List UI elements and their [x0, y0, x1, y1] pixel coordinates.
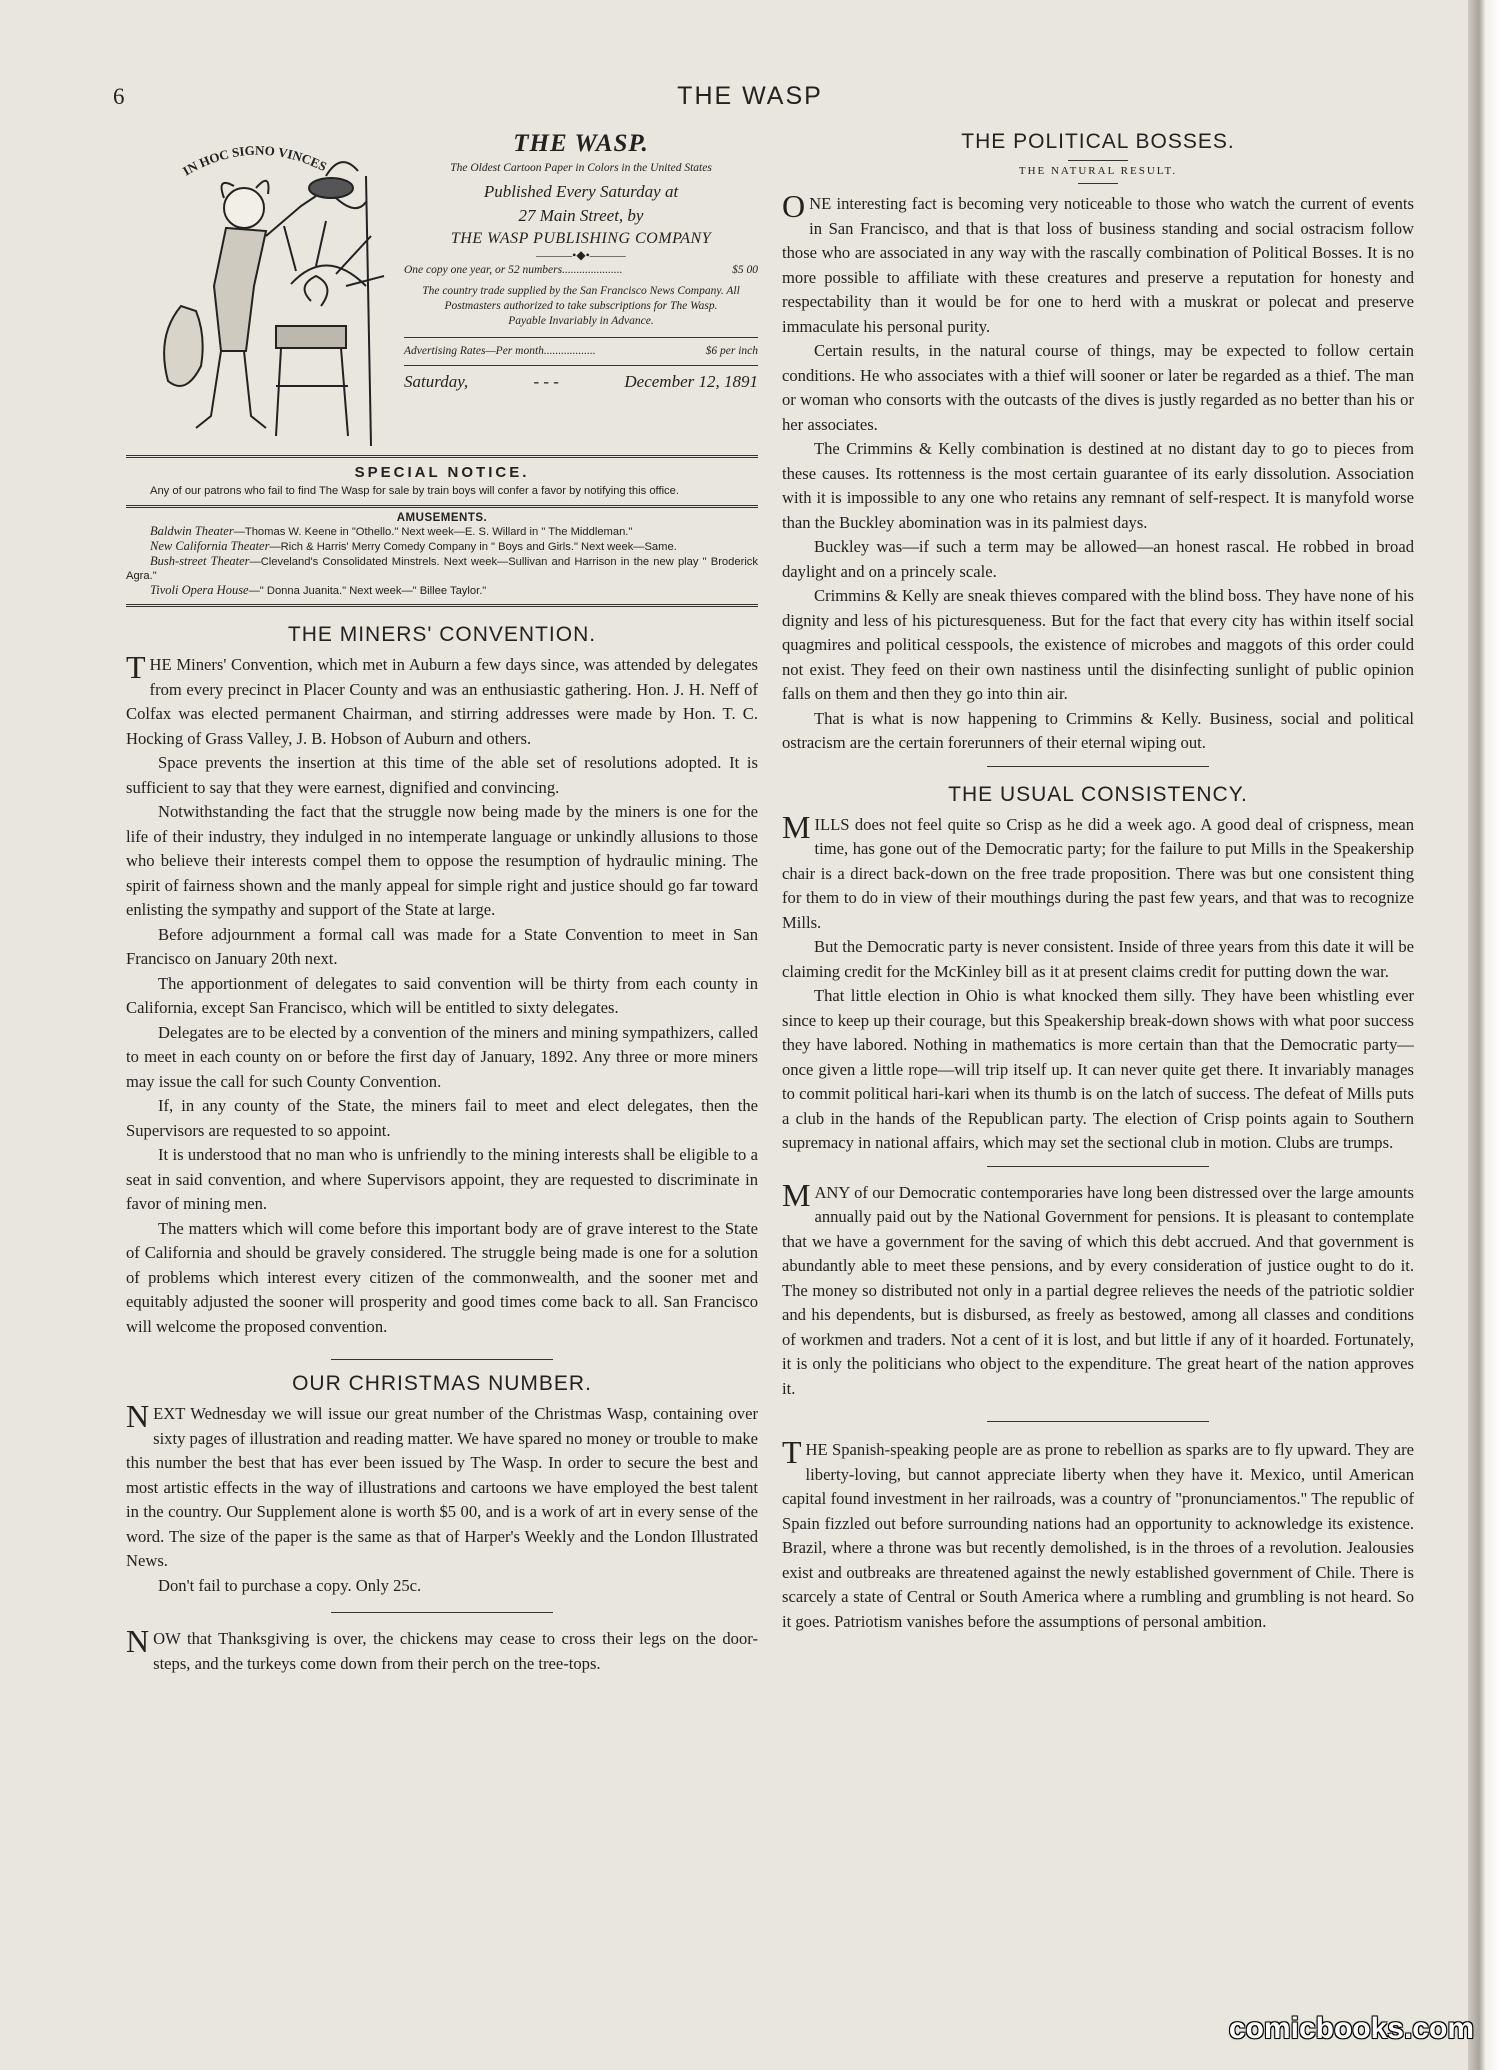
amusement-item [126, 524, 758, 539]
lead-text: NE interesting fact is becoming very noticeable to those who watch the current of events in San Francisco, and that is that loss of business standing and social ostracism follow those who are associated in any way with the rascally combination of Political Bosses. It is no more possible to affiliate with these creatures and preserve a reputation for honesty and respectability than it would be for one to herd with a muskrat or polecat and preserve immaculate his personal purity. [782, 194, 1414, 336]
paragraph: Don't fail to purchase a copy. Only 25c. [158, 1575, 422, 1595]
paragraph: Certain results, in the natural course of things, may be expected to follow certain conditions. He who associates with a thief will sooner or later be regarded as a thief. The man or woman who consorts with the outcasts of the dives is justly regarded as no better than his or her associates. [782, 341, 1414, 434]
article-lead [782, 808, 1414, 936]
title-rule [1078, 183, 1118, 184]
article-lead [126, 1623, 758, 1676]
paragraph: That little election in Ohio is what knocked them silly. They have been whistling ever since to keep up their courage, but this Speakership break-down shows with what poor success they have labored. Nothing in mathematics is more certain than that the Democratic party—once given a little rope—will trip itself up. It can never quite get there. It invariably manages to commit political hari-kari when its thumb is on the latch of success. The defeat of Mills puts a club in the hands of the Republican party. The election of Crisp points again to Southern supremacy in national affairs, which may set the sectional club in motion. Clubs are trumps. [782, 986, 1414, 1152]
drop-cap: O [782, 188, 806, 224]
paragraph: Space prevents the insertion at this time of the able set of resolutions adopted. It is sufficient to say that they were earnest, dignified and convincing. [126, 753, 758, 797]
article-lead [782, 1176, 1414, 1402]
paragraph: But the Democratic party is never consistent. Inside of three years from this date it will be claiming credit for the McKinley bill as it at present claims credit for putting down the war. [782, 937, 1414, 981]
article-pensions [782, 1176, 1414, 1402]
paragraph-list [782, 935, 1414, 1156]
ad-rates-line [404, 344, 758, 359]
price-label: One copy one year, or 52 numbers..................... [404, 264, 623, 276]
date-dashes: - - - [533, 372, 559, 391]
page-number: 6 [113, 84, 125, 109]
drop-cap: T [782, 1434, 802, 1470]
paragraph: It is understood that no man who is unfriendly to the mining interests shall be eligible to a seat in said convention, and where Supervisors appoint, they are requested to discriminate in favor of mining men. [126, 1145, 758, 1213]
paragraph-list [126, 751, 758, 1339]
ad-rates-value: $6 per inch [705, 345, 758, 357]
info-text [404, 130, 758, 392]
drop-cap: N [126, 1398, 150, 1434]
amusements-title: AMUSEMENTS. [396, 512, 488, 524]
date-label: Saturday, [404, 372, 469, 391]
svg-text:IN HOC SIGNO VINCES [180, 143, 329, 179]
page-binding-edge [1468, 0, 1500, 2070]
left-column [126, 130, 758, 1676]
article-spanish [782, 1434, 1414, 1634]
paragraph: Delegates are to be elected by a convention of the miners and mining sympathizers, called to meet in each county on or before the first day of January, 1892. Any three or more miners may issue the call for such County Convention. [126, 1022, 758, 1091]
lead-text: EXT Wednesday we will issue our great number of the Christmas Wasp, containing over sixty pages of illustration and reading matter. We have spared no money or trouble to make this number the best that has ever been issued by The Wasp. In order to secure the best and most artistic effects in the way of illustrations and cartoons we have employed the best talent in the country. Our Supplement alone is worth $5 00, and is a work of art in every sense of the word. The size of the paper is the same as that of Harper's Weekly and the London Illustrated News. [126, 1404, 758, 1570]
special-notice-text: Any of our patrons who fail to find The Wasp for sale by train boys will confer a favor by notifying this office. [150, 485, 679, 497]
paragraph: Before adjournment a formal call was made for a State Convention to meet in San Francisco on January 20th next. [126, 924, 758, 968]
cartoon-motto: IN HOC SIGNO VINCES [180, 142, 330, 179]
wasp-boy-cartoon [126, 136, 396, 448]
article-thanksgiving [126, 1623, 758, 1676]
amusement-text: —Rich & Harris' Merry Comedy Company in " Boys and Girls." Next week—Same. [269, 541, 677, 553]
article-lead [126, 649, 758, 751]
paragraph: The matters which will come before this important body are of grave interest to the State of California and should be gravely considered. The struggle being made is one for a solution of problems which interest every citizen of the commonwealth, and the sooner met and equitably adjusted the sooner will prosperity and good times come back to all. San Francisco will welcome the proposed convention. [126, 1218, 758, 1336]
info-divider [404, 365, 758, 366]
section-divider [126, 455, 758, 458]
paper-title: THE WASP. [513, 130, 649, 157]
info-divider [404, 337, 758, 338]
amusement-item [126, 583, 758, 598]
lead-text: ILLS does not feel quite so Crisp as he did a week ago. A good deal of crispness, mean time, has gone out of the Democratic party; for the failure to put Mills in the Speakership chair is a direct back-down on the free trade proposition. There was but one consistent thing for them to do in view of their mouthings during the past few years, and that was to recognize Mills. [782, 814, 1414, 932]
article-lead [782, 1434, 1414, 1634]
site-watermark: comicbooks.com [1228, 2012, 1474, 2045]
paragraph: The apportionment of delegates to said convention will be thirty from each county in California, except San Francisco, which will be entitled to sixty delegates. [126, 973, 758, 1017]
article-subtitle: THE NATURAL RESULT. [1018, 165, 1178, 177]
paragraph: That is what is now happening to Crimmins & Kelly. Business, social and political ostracism are the certain forerunners of their eternal wiping out. [782, 708, 1414, 752]
amusement-text: —Cleveland's Consolidated Minstrels. Next week—Sullivan and Harrison in the new play " Broderick Agra." [126, 556, 758, 582]
paragraph-list [126, 1574, 758, 1599]
amusement-text: —" Donna Juanita." Next week—" Billee Taylor." [248, 585, 487, 597]
paragraph: Crimmins & Kelly are sneak thieves compared with the blind boss. They have none of his dignity and less of his picturesqueness. But for the fact that every city has within itself social quagmires and political cesspools, the existence of microbes and maggots of this order could not exist. They feed on their own nastiness until the disinfecting sunlight of public opinion falls on them and then they go into thin air. [782, 586, 1414, 703]
title-rule [1068, 160, 1128, 161]
publisher-address: 27 Main Street, by [518, 206, 644, 225]
ad-rates-label: Advertising Rates—Per month.................. [404, 345, 596, 357]
article-consistency [782, 808, 1414, 1156]
ornament-divider: ———•◆•——— [536, 248, 626, 262]
lead-text: HE Miners' Convention, which met in Auburn a few days since, was attended by delegates from every precinct in Placer County and was an enthusiastic gathering. Hon. J. H. Neff of Colfax was elected permanent Chairman, and stirring addresses were made by Hon. T. C. Hocking of Grass Valley, J. B. Hobson of Auburn and others. [126, 655, 758, 748]
paragraph: The Crimmins & Kelly combination is destined at no distant day to go to pieces from these causes. Its rottenness is the most certain guarantee of its early dissolution. Association with it is impossible to any one who retains any remnant of self-respect. It is manyfold worse than the Buckley abomination was in its palmiest days. [782, 439, 1414, 532]
paragraph: Buckley was—if such a term may be allowed—an honest rascal. He robbed in broad daylight and on a princely scale. [782, 537, 1414, 581]
venue-name: Baldwin Theater [150, 524, 234, 538]
price-value: $5 00 [732, 264, 758, 276]
amusement-item [126, 539, 758, 554]
masthead: THE WASP [677, 82, 823, 110]
venue-name: New California Theater [150, 539, 270, 553]
issue-date-line [404, 372, 758, 392]
article-title-consistency: THE USUAL CONSISTENCY. [948, 782, 1248, 806]
lead-text: ANY of our Democratic contemporaries have long been distressed over the large amounts annually paid out by the National Government for pensions. It is pleasant to contemplate that we have a government for the saving of which this debt accrued. And that government is abundantly able to meet these pensions, and by every consideration of justice ought to do it. The money so distributed not only in a partial degree relieves the needs of the patriotic soldier and his dependents, but is disbursed, as freely as bestowed, among all classes and conditions of workmen and traders. Not a cent of it is lost, and but little if any of it hoarded. Fortunately, it is only the politicians who object to the expenditure. The great heart of the nation approves it. [782, 1182, 1414, 1398]
section-divider [126, 505, 758, 508]
article-christmas [126, 1398, 758, 1598]
price-line [404, 263, 758, 278]
paragraph: Notwithstanding the fact that the struggle now being made by the miners is one for the life of their industry, they indulged in no intemperate language or unkindly allusions to those who believe their interests compel them to oppose the resumption of hydraulic mining. The spirit of fairness shown and the manly appeal for simple right and justice should go far toward enlisting the sympathy and support of the State at large. [126, 802, 758, 919]
article-lead [782, 188, 1414, 339]
article-title-bosses: THE POLITICAL BOSSES. [961, 130, 1235, 153]
special-notice-title: SPECIAL NOTICE. [354, 464, 530, 481]
article-lead [126, 1398, 758, 1574]
trade-note: The country trade supplied by the San Francisco News Company. All Postmasters authorized to take subscriptions for The Wasp. [422, 285, 740, 312]
amusement-item [126, 554, 758, 583]
right-column [782, 130, 1414, 1634]
venue-name: Bush-street Theater [150, 554, 250, 568]
article-title-miners: THE MINERS' CONVENTION. [287, 623, 597, 646]
paragraph: If, in any county of the State, the miners fail to meet and elect delegates, then the Supervisors are requested to so appoint. [126, 1096, 758, 1140]
publication-schedule: Published Every Saturday at [483, 182, 679, 201]
publication-info-box [126, 130, 758, 455]
drop-cap: M [782, 1176, 811, 1213]
drop-cap: M [782, 808, 811, 845]
issue-date: December 12, 1891 [624, 372, 758, 391]
article-title-christmas: OUR CHRISTMAS NUMBER. [292, 1372, 592, 1395]
drop-cap: T [126, 649, 146, 685]
article-bosses [782, 188, 1414, 756]
lead-text: OW that Thanksgiving is over, the chickens may cease to cross their legs on the door-steps, and the turkeys come down from their perch on the tree-tops. [153, 1629, 758, 1673]
paragraph-list [782, 339, 1414, 756]
article-miners [126, 649, 758, 1339]
amusement-text: —Thomas W. Keene in "Othello." Next week—E. S. Willard in " The Middleman." [233, 526, 633, 538]
drop-cap: N [126, 1623, 150, 1659]
paper-tagline: The Oldest Cartoon Paper in Colors in the United States [450, 162, 712, 174]
lead-text: HE Spanish-speaking people are as prone to rebellion as sparks are to fly upward. They are liberty-loving, but cannot appreciate liberty when they have it. Mexico, until American capital found investment in her railroads, was a country of "pronunciamentos." The republic of Spain fizzled out before surrounding nations had an opportunity to acknowledge its existence. Brazil, where a throne was but recently demolished, is in the throes of a revolution. Jealousies exist and outbreaks are threatened against the newly established government of Chile. There is scarcely a state of Central or South America where a rumbling and grumbling is not heard. So it goes. Patriotism vanishes before the assumptions of personal ambition. [782, 1440, 1414, 1631]
payable-note: Payable Invariably in Advance. [508, 315, 654, 327]
venue-name: Tivoli Opera House [150, 583, 249, 597]
publisher-name: THE WASP PUBLISHING COMPANY [450, 230, 712, 247]
